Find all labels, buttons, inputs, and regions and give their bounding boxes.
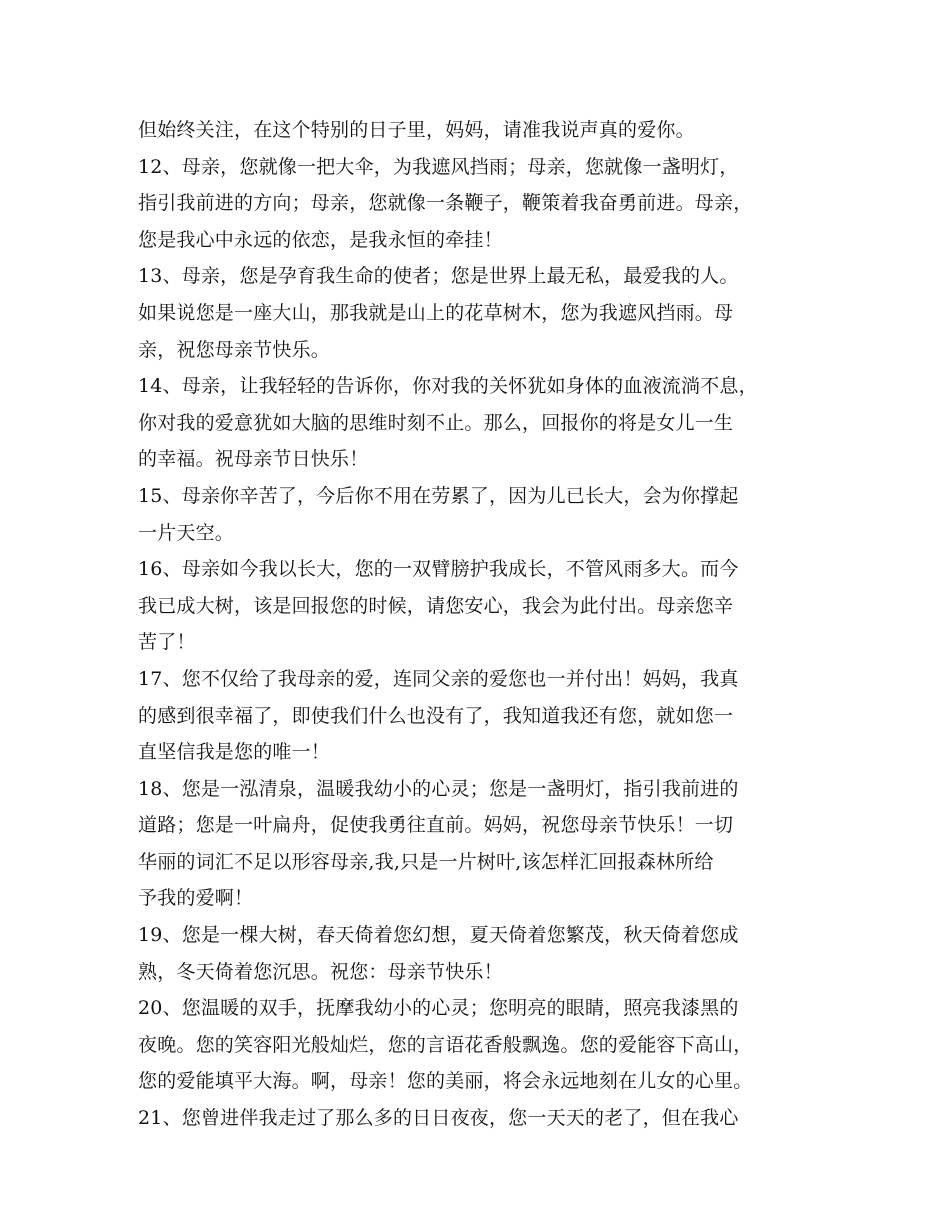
text-line: 21、您曾进伴我走过了那么多的日日夜夜，您一天天的老了，但在我心 [138,1107,739,1130]
text-line: 18、您是一泓清泉，温暖我幼小的心灵；您是一盏明灯，指引我前进的 [138,777,739,800]
text-line: 的感到很幸福了，即使我们什么也没有了，我知道我还有您，就如您一 [138,704,734,727]
text-line: 予我的爱啊！ [138,887,254,910]
text-line: 道路；您是一叶扁舟，促使我勇往直前。妈妈，祝您母亲节快乐！一切 [138,814,734,837]
text-line: 14、母亲，让我轻轻的告诉你，你对我的关怀犹如身体的血液流淌不息， [138,375,758,398]
text-line: 亲，祝您母亲节快乐。 [138,338,331,361]
text-line: 17、您不仅给了我母亲的爱，连同父亲的爱您也一并付出！妈妈，我真 [138,667,739,690]
text-line: 15、母亲你辛苦了，今后你不用在劳累了，因为儿已长大，会为你撑起 [138,484,739,507]
text-line: 20、您温暖的双手，抚摩我幼小的心灵；您明亮的眼睛，照亮我漆黑的 [138,997,739,1020]
text-line: 华丽的词汇不足以形容母亲,我,只是一片树叶,该怎样汇回报森林所给 [138,850,714,873]
text-line: 的幸福。祝母亲节日快乐！ [138,448,369,471]
text-line: 12、母亲，您就像一把大伞，为我遮风挡雨；母亲，您就像一盏明灯， [138,155,739,178]
text-line: 我已成大树，该是回报您的时候，请您安心，我会为此付出。母亲您辛 [138,594,734,617]
text-line: 你对我的爱意犹如大脑的思维时刻不止。那么，回报你的将是女儿一生 [138,411,734,434]
text-line: 一片天空。 [138,521,235,544]
text-line: 19、您是一棵大树，春天倚着您幻想，夏天倚着您繁茂，秋天倚着您成 [138,924,739,947]
text-line: 指引我前进的方向；母亲，您就像一条鞭子，鞭策着我奋勇前进。母亲， [138,192,753,215]
text-line: 苦了！ [138,631,196,654]
text-line: 13、母亲，您是孕育我生命的使者；您是世界上最无私，最爱我的人。 [138,265,739,288]
text-line: 您的爱能填平大海。啊，母亲！您的美丽，将会永远地刻在儿女的心里。 [138,1070,753,1093]
text-line: 16、母亲如今我以长大，您的一双臂膀护我成长，不管风雨多大。而今 [138,558,739,581]
text-line: 但始终关注，在这个特别的日子里，妈妈，请准我说声真的爱你。 [138,119,695,141]
text-line: 熟，冬天倚着您沉思。祝您：母亲节快乐！ [138,960,503,983]
text-line: 您是我心中永远的依恋，是我永恒的牵挂！ [138,228,503,251]
text-line: 直坚信我是您的唯一！ [138,741,331,764]
document-body [138,112,828,1137]
text-line: 夜晚。您的笑容阳光般灿烂，您的言语花香般飘逸。您的爱能容下高山， [138,1033,753,1056]
text-line: 如果说您是一座大山，那我就是山上的花草树木，您为我遮风挡雨。母 [138,301,734,324]
